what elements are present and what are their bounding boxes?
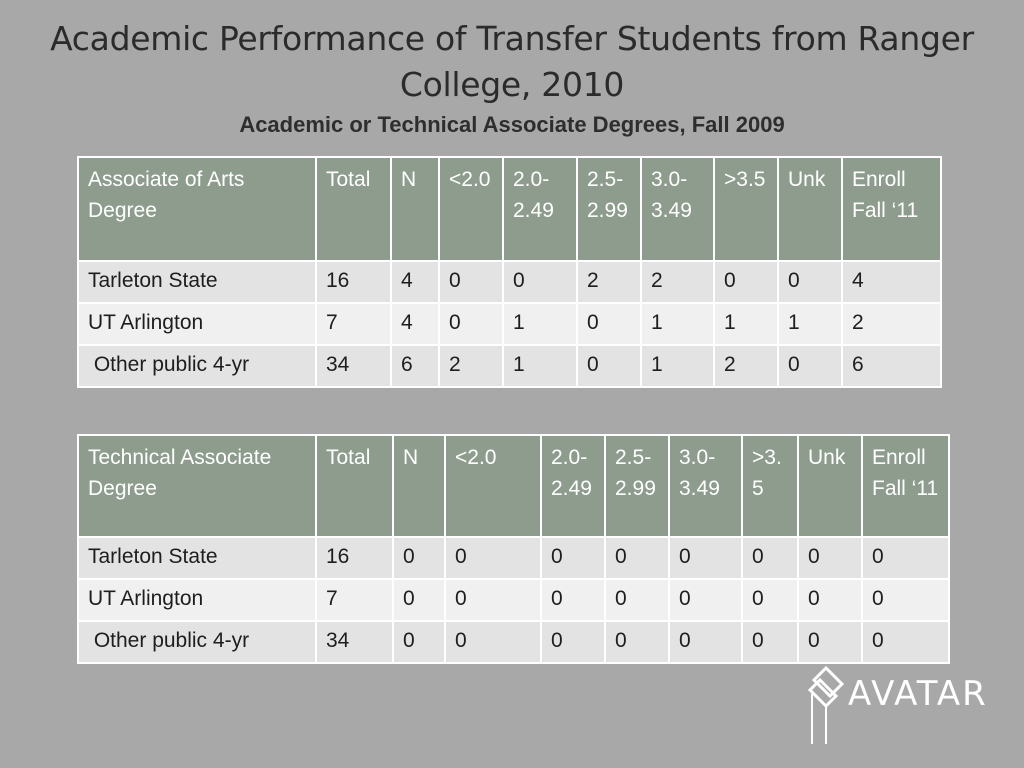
header-n: N — [393, 435, 445, 537]
header-degree: Technical Associate Degree — [78, 435, 316, 537]
table-row — [78, 621, 949, 663]
cell-gt-3-5: 0 — [742, 537, 798, 579]
cell-2-5-2-99: 0 — [577, 303, 641, 345]
cell-institution: UT Arlington — [78, 303, 316, 345]
header-n: N — [391, 157, 439, 261]
cell-n: 0 — [393, 579, 445, 621]
cell-3-3-49: 2 — [641, 261, 714, 303]
cell-institution: Other public 4-yr — [78, 345, 316, 387]
cell-unk: 0 — [798, 537, 862, 579]
cell-gt-3-5: 0 — [742, 579, 798, 621]
technical-associate-table — [77, 434, 950, 664]
cell-2-2-49: 0 — [541, 579, 605, 621]
cell-n: 4 — [391, 303, 439, 345]
cell-3-3-49: 0 — [669, 621, 742, 663]
table-row — [78, 303, 941, 345]
slide-title: Academic Performance of Transfer Students from Ranger College, 2010 — [50, 19, 974, 104]
cell-unk: 1 — [778, 303, 842, 345]
cell-enroll: 0 — [862, 579, 949, 621]
table-row — [78, 345, 941, 387]
header-gt-3-5: >3.5 — [714, 157, 778, 261]
cell-3-3-49: 0 — [669, 579, 742, 621]
cell-enroll: 6 — [842, 345, 941, 387]
cell-n: 4 — [391, 261, 439, 303]
header-degree: Associate of Arts Degree — [78, 157, 316, 261]
cell-lt-2: 0 — [439, 303, 503, 345]
slide-subtitle: Academic or Technical Associate Degrees, Fall 2009 — [239, 112, 785, 137]
cell-institution: Tarleton State — [78, 261, 316, 303]
cell-gt-3-5: 0 — [714, 261, 778, 303]
cell-unk: 0 — [778, 345, 842, 387]
table-header-row — [78, 435, 949, 537]
cell-2-2-49: 0 — [541, 621, 605, 663]
table-row — [78, 579, 949, 621]
header-unk: Unk — [778, 157, 842, 261]
header-2-5-2-99: 2.5-2.99 — [605, 435, 669, 537]
cell-lt-2: 0 — [439, 261, 503, 303]
cell-gt-3-5: 0 — [742, 621, 798, 663]
header-2-5-2-99: 2.5-2.99 — [577, 157, 641, 261]
cell-2-5-2-99: 2 — [577, 261, 641, 303]
header-3-3-49: 3.0-3.49 — [641, 157, 714, 261]
avatar-logo-mark-icon — [808, 664, 852, 746]
header-unk: Unk — [798, 435, 862, 537]
header-total: Total — [316, 435, 393, 537]
cell-institution: Other public 4-yr — [78, 621, 316, 663]
cell-total: 7 — [316, 303, 391, 345]
cell-3-3-49: 1 — [641, 345, 714, 387]
header-gt-3-5: >3.5 — [742, 435, 798, 537]
cell-total: 16 — [316, 537, 393, 579]
cell-3-3-49: 0 — [669, 537, 742, 579]
cell-lt-2: 0 — [445, 621, 541, 663]
cell-enroll: 4 — [842, 261, 941, 303]
cell-gt-3-5: 2 — [714, 345, 778, 387]
associate-of-arts-table — [77, 156, 942, 388]
cell-total: 7 — [316, 579, 393, 621]
cell-3-3-49: 1 — [641, 303, 714, 345]
avatar-logo-text: AVATAR — [848, 674, 988, 714]
cell-2-5-2-99: 0 — [577, 345, 641, 387]
cell-unk: 0 — [778, 261, 842, 303]
cell-2-2-49: 0 — [541, 537, 605, 579]
header-total: Total — [316, 157, 391, 261]
header-lt-2: <2.0 — [445, 435, 541, 537]
cell-lt-2: 0 — [445, 579, 541, 621]
cell-total: 34 — [316, 621, 393, 663]
header-enroll: Enroll Fall ‘11 — [862, 435, 949, 537]
cell-institution: Tarleton State — [78, 537, 316, 579]
table-header-row — [78, 157, 941, 261]
header-3-3-49: 3.0-3.49 — [669, 435, 742, 537]
header-enroll: Enroll Fall ‘11 — [842, 157, 941, 261]
cell-enroll: 0 — [862, 537, 949, 579]
table-row — [78, 537, 949, 579]
cell-n: 6 — [391, 345, 439, 387]
cell-2-5-2-99: 0 — [605, 621, 669, 663]
cell-lt-2: 2 — [439, 345, 503, 387]
cell-n: 0 — [393, 621, 445, 663]
cell-lt-2: 0 — [445, 537, 541, 579]
cell-enroll: 2 — [842, 303, 941, 345]
header-2-2-49: 2.0-2.49 — [503, 157, 577, 261]
cell-2-2-49: 1 — [503, 303, 577, 345]
header-lt-2: <2.0 — [439, 157, 503, 261]
cell-2-2-49: 1 — [503, 345, 577, 387]
cell-enroll: 0 — [862, 621, 949, 663]
header-2-2-49: 2.0-2.49 — [541, 435, 605, 537]
cell-2-5-2-99: 0 — [605, 579, 669, 621]
cell-gt-3-5: 1 — [714, 303, 778, 345]
cell-unk: 0 — [798, 621, 862, 663]
table-row — [78, 261, 941, 303]
cell-institution: UT Arlington — [78, 579, 316, 621]
cell-n: 0 — [393, 537, 445, 579]
cell-2-5-2-99: 0 — [605, 537, 669, 579]
cell-2-2-49: 0 — [503, 261, 577, 303]
cell-unk: 0 — [798, 579, 862, 621]
avatar-logo — [808, 664, 998, 746]
cell-total: 16 — [316, 261, 391, 303]
cell-total: 34 — [316, 345, 391, 387]
